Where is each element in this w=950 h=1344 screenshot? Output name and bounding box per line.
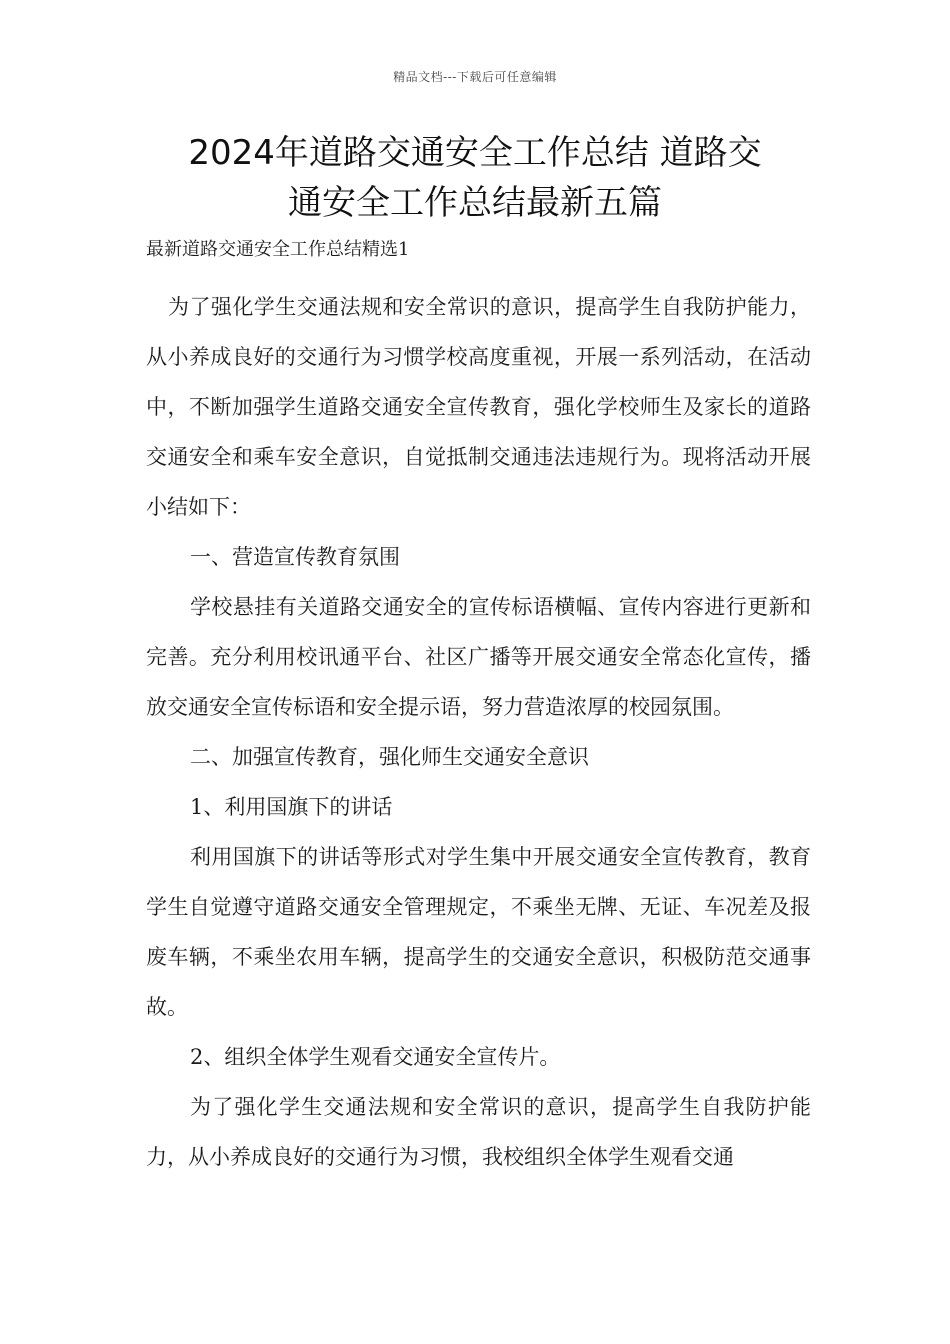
section-heading-2: 二、加强宣传教育，强化师生交通安全意识 (190, 745, 589, 769)
subsection-heading-2: 2、组织全体学生观看交通安全宣传片。 (190, 1045, 561, 1069)
subsection-heading-1: 1、利用国旗下的讲话 (190, 795, 393, 819)
document-subtitle: 最新道路交通安全工作总结精选1 (146, 239, 410, 260)
title-line-2: 通安全工作总结最新五篇 (288, 183, 662, 223)
document-body (146, 282, 811, 1182)
document-title (140, 128, 810, 228)
section-heading-1: 一、营造宣传教育氛围 (190, 545, 400, 569)
paragraph-subsection-1: 利用国旗下的讲话等形式对学生集中开展交通安全宣传教育，教育学生自觉遵守道路交通安全管理规定，不乘坐无牌、无证、车况差及报废车辆，不乘坐农用车辆，提高学生的交通安全意识，积极防范交通事故。 (146, 845, 811, 1019)
paragraph-section-1: 学校悬挂有关道路交通安全的宣传标语横幅、宣传内容进行更新和完善。充分利用校讯通平台、社区广播等开展交通安全常态化宣传，播放交通安全宣传标语和安全提示语，努力营造浓厚的校园氛围。 (146, 595, 811, 719)
title-line-1: 2024年道路交通安全工作总结 道路交 (188, 133, 762, 173)
header-note: 精品文档---下载后可任意编辑 (393, 70, 557, 84)
paragraph-intro: 为了强化学生交通法规和安全常识的意识，提高学生自我防护能力，从小养成良好的交通行为习惯学校高度重视，开展一系列活动，在活动中，不断加强学生道路交通安全宣传教育，强化学校师生及家长的道路交通安全和乘车安全意识，自觉抵制交通违法违规行为。现将活动开展小结如下： (146, 295, 811, 519)
paragraph-subsection-2: 为了强化学生交通法规和安全常识的意识，提高学生自我防护能力，从小养成良好的交通行为习惯，我校组织全体学生观看交通 (146, 1095, 811, 1169)
